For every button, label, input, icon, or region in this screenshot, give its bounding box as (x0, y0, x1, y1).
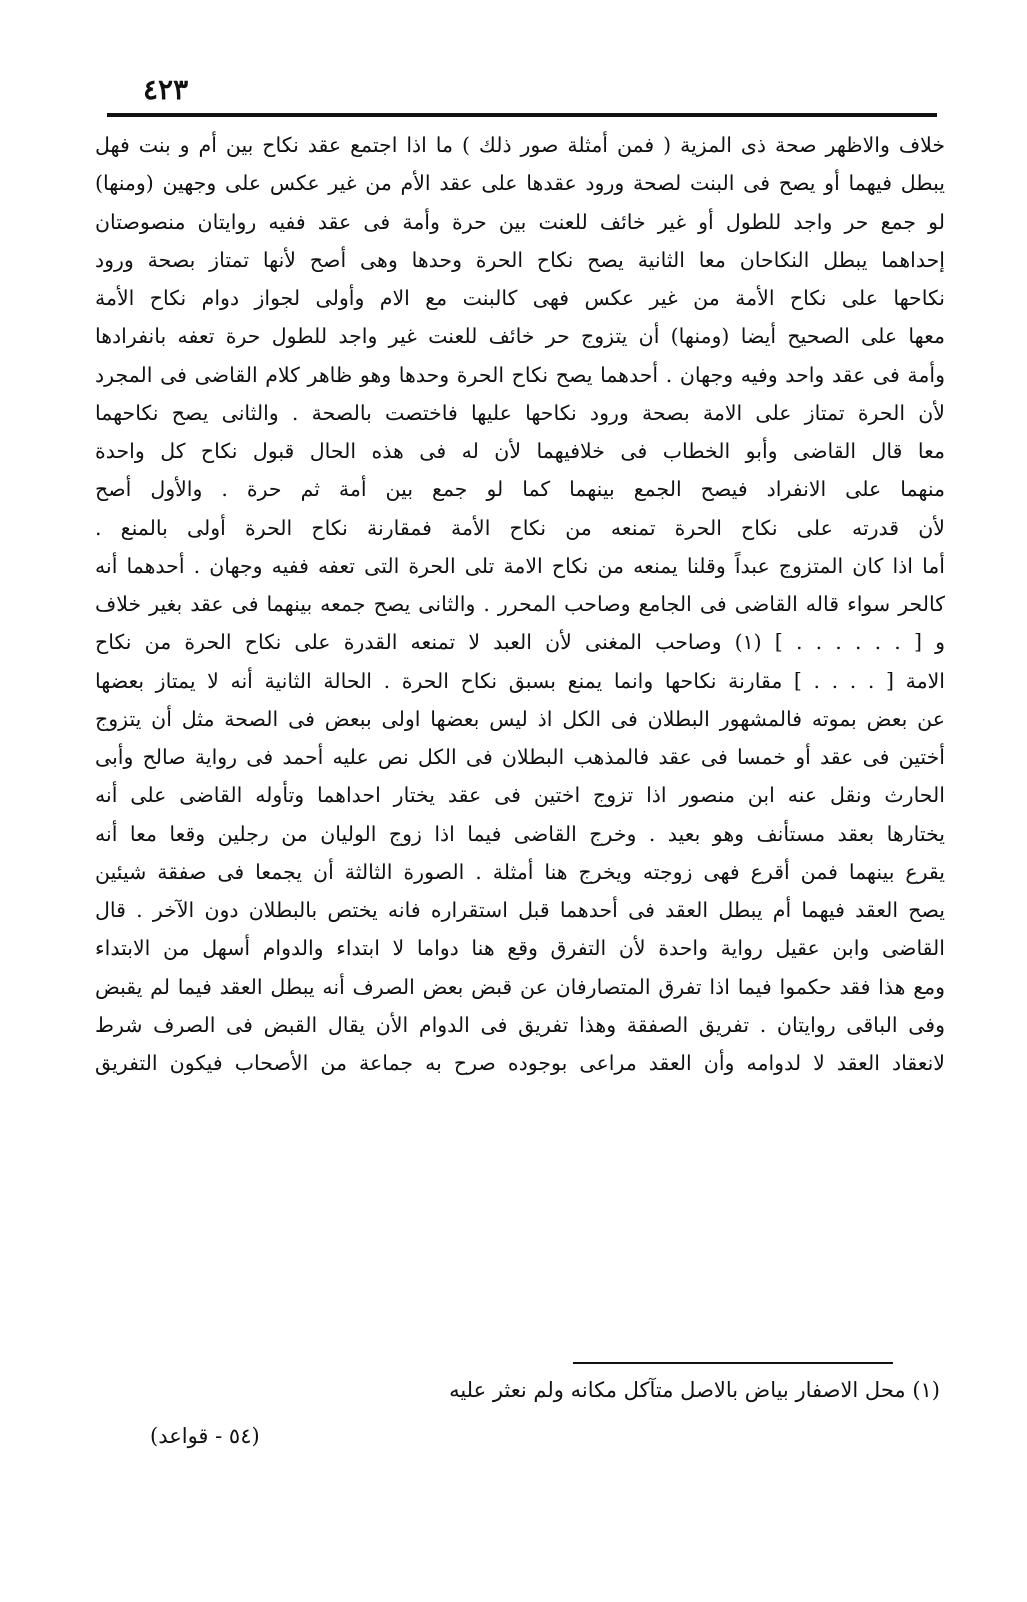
body-line: منهما على الانفراد فيصح الجمع بينهما كما لو جمع بين أمة ثم حرة . والأول أصح (95, 477, 945, 502)
footnote: (١) محل الاصفار بياض بالاصل متآكل مكانه ولم نعثر عليه (449, 1378, 940, 1402)
body-line: يختارها بعقد مستأنف وهو بعيد . وخرج القاضى فيما اذا زوج الوليان من رجلين وقعا معا أنه (95, 821, 945, 846)
page-number: ٤٢٣ (143, 73, 189, 106)
body-line: يصح العقد فيهما أم يبطل العقد فى أحدهما قبل استقراره فانه يختص بالبطلان دون الآخر . قال (95, 898, 945, 922)
body-line: نكاحها على نكاح الأمة من غير عكس فهى كالبنت مع الام وأولى لجواز دوام نكاح الأمة (95, 286, 945, 310)
body-line: القاضى وابن عقيل رواية واحدة لأن التفرق وقع هنا دواما لا ابتداء والدوام أسهل من الابتداء (95, 936, 945, 961)
body-line: كالحر سواء قاله القاضى فى الجامع وصاحب المحرر . والثانى يصح جمعه بينهما فى عقد بغير خلاف (95, 592, 945, 616)
body-line: عن بعض بموته فالمشهور البطلان فى الكل اذ ليس بعضها اولى ببعض فى الصحة مثل أن يتزوج (95, 706, 945, 731)
body-line: وفى الباقى روايتان . تفريق الصفقة وهذا تفريق فى الدوام الأن يقال القبض فى الصرف شرط (95, 1012, 945, 1037)
body-line: إحداهما يبطل النكاحان معا الثانية يصح نكاح الحرة وحدها وهى أصح لأنها تمتاز بصحة ورود (95, 247, 945, 272)
body-line: ومع هذا فقد حكموا فيما اذا تفرق المتصارفان عن قبض بعض الصرف أنه يبطل العقد فيما لم يقبض (95, 974, 945, 999)
body-line: لانعقاد العقد لا لدوامه وأن العقد مراعى بوجوده صرح به جماعة من الأصحاب فيكون التفريق (95, 1051, 945, 1075)
body-line: خلاف والاظهر صحة ذى المزية ( فمن أمثلة صور ذلك ) ما اذا اجتمع عقد نكاح بين أم و بنت فهل (95, 133, 945, 157)
signature-mark: (٥٤ - قواعد) (150, 1424, 260, 1448)
body-line: يقرع بينهما فمن أقرع فهى زوجته ويخرج هنا أمثلة . الصورة الثالثة أن يجمعا فى صفقة شيئين (95, 859, 945, 884)
body-line: الامة [ . . . . ] مقارنة نكاحها وانما يمنع بسبق نكاح الحرة . الحالة الثانية أنه لا يمتاز بعضها (95, 668, 945, 693)
footnote-rule (573, 1362, 893, 1364)
body-line: الحارث ونقل عنه ابن منصور اذا تزوج اختين فى عقد يختار احداهما وتأوله القاضى على أنه (95, 783, 945, 808)
body-line: يبطل فيهما أو يصح فى البنت لصحة ورود عقدها على عقد الأم من غير عكس على وجهين (ومنها) (95, 171, 945, 196)
body-line: معها على الصحيح أيضا (ومنها) أن يتزوج حر خائف للعنت غير واجد للطول حرة تعفه بانفرادها (95, 324, 945, 349)
body-line: أما اذا كان المتزوج عبداً وقلنا يمنعه من نكاح الامة تلى الحرة التى تعفه ففيه وجهان . أحدهما أنه (95, 553, 945, 578)
body-text (95, 126, 945, 1082)
body-line: لأن قدرته على نكاح الحرة تمنعه من نكاح الأمة فمقارنة نكاح الحرة أولى بالمنع . (95, 515, 945, 540)
body-line: و [ . . . . . . ] (١) وصاحب المغنى لأن العبد لا تمنعه القدرة على نكاح الحرة من نكاح (95, 630, 945, 655)
body-line: معا قال القاضى وأبو الخطاب فى خلافيهما لأن له فى هذه الحال قبول نكاح كل واحدة (95, 439, 945, 463)
header-rule (107, 113, 937, 117)
body-line: لو جمع حر واجد للطول أو غير خائف للعنت بين حرة وأمة فى عقد ففيه روايتان منصوصتان (95, 209, 945, 234)
body-line: أختين فى عقد أو خمسا فى عقد فالمذهب البطلان فى الكل نص عليه أحمد فى رواية صالح وأبى (95, 745, 945, 769)
body-line: لأن الحرة تمتاز على الامة بصحة ورود نكاحها عليها فاختصت بالصحة . والثانى يصح نكاحهما (95, 400, 945, 425)
body-line: وأمة فى عقد واحد وفيه وجهان . أحدهما يصح نكاح الحرة وحدها وهو ظاهر كلام القاضى فى المجرد (95, 362, 945, 387)
